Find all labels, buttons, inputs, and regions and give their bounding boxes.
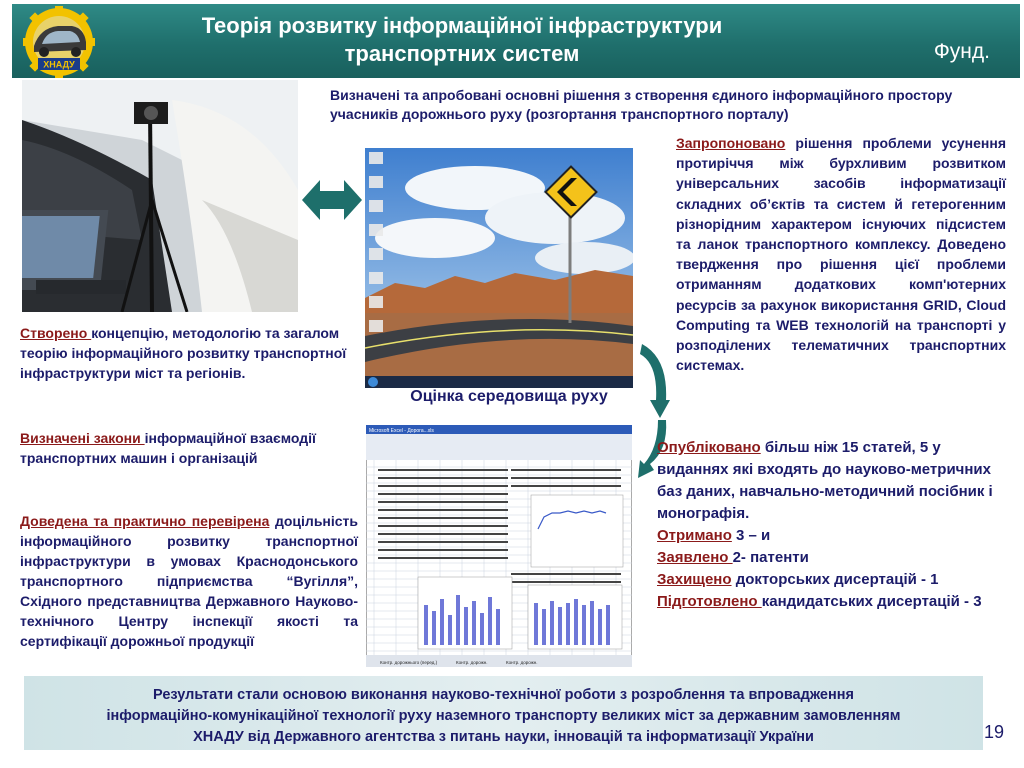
top-description: Визначені та апробовані основні рішення з створення єдиного інформаційного простору учасників дорожнього руху (розгортання транспортного порталу) xyxy=(330,87,953,122)
slide-title xyxy=(112,12,812,68)
highlight-term: Захищено xyxy=(657,571,732,588)
paragraph-text: рішення проблеми усунення протиріччя між бурхливим розвитком універсальних засобів інформатизації складних об’єктів та систем й гетерогенним різнорідним характером існуючих підсистем та ланок транспортного комплексу. Доведено твердження про рішення цієї проблеми отриманням додаткових комп'ютерних ресурсів за рахунок використання GRID, Cloud Computing та WEB технологій на транспорті у розподілених телематичних транспортних системах xyxy=(676,135,1006,374)
sheet-tab: Контр. дорожн. xyxy=(456,660,488,665)
excel-data-screenshot xyxy=(366,425,632,667)
achievement-text: 2- патенти xyxy=(732,549,809,566)
paragraph-text: інформаційної взаємодії транспортних машин і організацій xyxy=(20,430,316,466)
results-footer xyxy=(24,676,983,750)
page-number: 19 xyxy=(984,722,1005,742)
achievement-text: більш ніж 15 статей, 5 у виданнях які входять до науково-метричних баз даних, навчально-методичний посібник і монографія. xyxy=(657,439,993,522)
category-badge: Фунд. xyxy=(933,40,990,63)
achievement-text: докторських дисертацій - 1 xyxy=(731,571,939,588)
highlight-term: Запропоновано xyxy=(676,135,786,151)
road-simulation-screenshot xyxy=(365,148,633,388)
achievement-text: 3 – и xyxy=(731,527,771,544)
car-interior-photo xyxy=(22,80,298,312)
highlight-term: Доведена та практично перевірена xyxy=(20,513,270,529)
sheet-tab: Контр. дорожн. xyxy=(506,660,538,665)
highlight-term: Заявлено xyxy=(657,549,733,566)
title-line-2: транспортних систем xyxy=(344,41,580,66)
highlight-term: Отримано xyxy=(657,527,732,544)
logo-text: ХНАДУ xyxy=(43,59,75,70)
title-line-1: Теорія розвитку інформаційної інфраструктури xyxy=(201,13,723,38)
achievement-received xyxy=(657,525,1007,547)
achievement-published xyxy=(657,437,1007,525)
paragraph-end: . xyxy=(740,357,745,374)
left-paragraph-proven xyxy=(20,511,358,651)
achievement-prepared xyxy=(657,591,1007,613)
excel-window-title: Microsoft Excel - Дорога...xls xyxy=(369,428,434,434)
footer-line-1: Результати стали основою виконання науково-технічної роботи з розроблення та впровадження xyxy=(153,687,854,703)
paragraph-text: концепцію, методологію та загалом теорію інформаційного розвитку транспортної інфраструктури міст та регіонів. xyxy=(20,325,347,381)
footer-line-3: ХНАДУ від Державного агентства з питань науки, інновацій та інформатизації України xyxy=(193,729,814,745)
slide-header xyxy=(12,4,1020,78)
left-paragraph-laws xyxy=(20,428,358,468)
achievement-defended xyxy=(657,569,1007,591)
achievements-list xyxy=(657,437,1007,613)
image-caption: Оцінка середовища руху xyxy=(410,388,608,405)
sheet-tab: Контр. дорожнього (перед.) xyxy=(380,660,438,665)
right-paragraph-proposed xyxy=(676,133,1006,375)
left-paragraph-concept xyxy=(20,323,358,383)
highlight-term: Підготовлено xyxy=(657,593,762,610)
achievement-filed xyxy=(657,547,1007,569)
highlight-term: Визначені закони xyxy=(20,430,145,446)
curved-arrow-icon xyxy=(640,340,670,418)
paragraph-text: доцільність інформаційного розвитку транспортної інфраструктури в умовах Краснодонського транспортного підприємства “Вугілля”, Східного представництва Державного Науково-технічного Центру інспекції якості та сертифікації дорожньої продукції xyxy=(20,513,359,649)
highlight-term: Опубліковано xyxy=(657,439,761,456)
double-arrow-icon xyxy=(302,178,362,222)
highlight-term: Створено xyxy=(20,325,92,341)
achievement-text: кандидатських дисертацій - 3 xyxy=(761,593,982,610)
footer-line-2: інформаційно-комунікаційної технології руху наземного транспорту великих міст за державним замовленням xyxy=(106,708,901,724)
university-logo xyxy=(20,6,98,80)
